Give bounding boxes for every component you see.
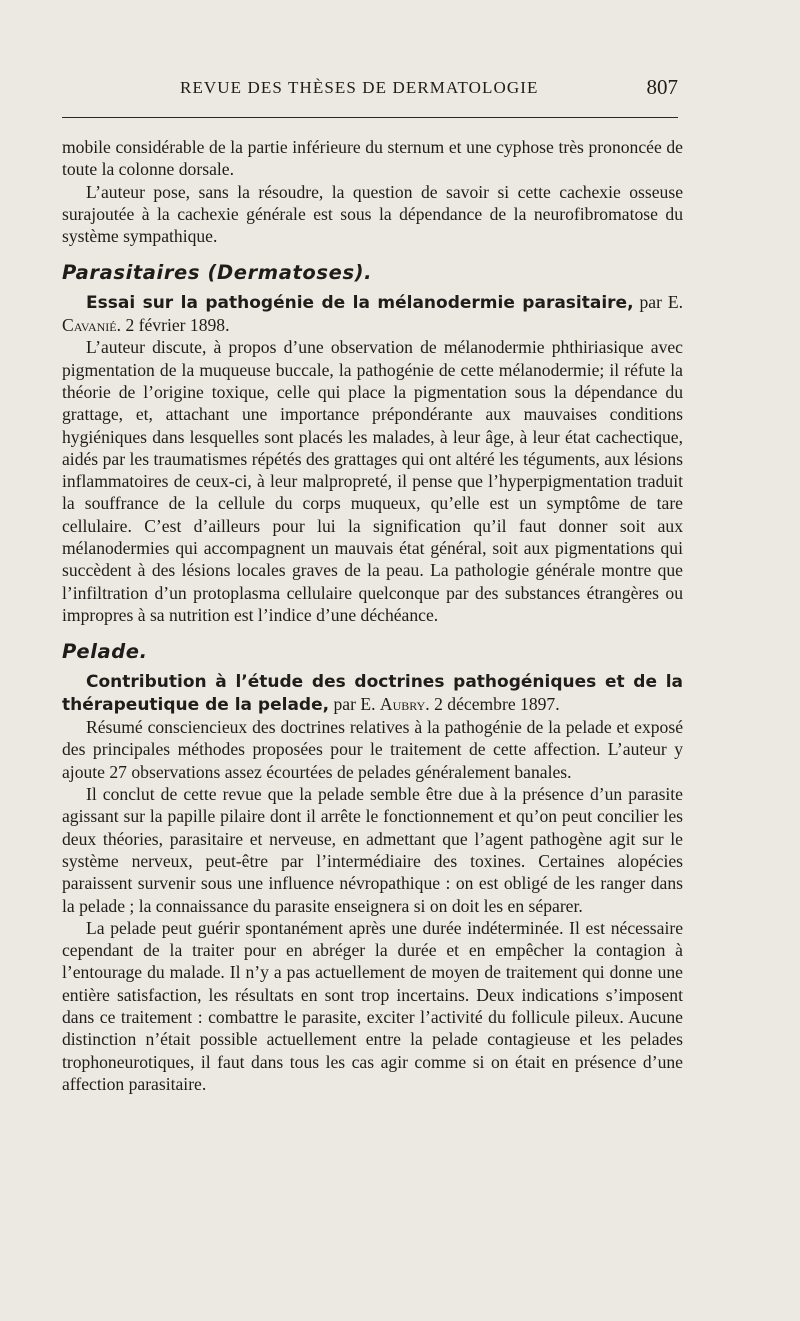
paragraph: La pelade peut guérir spontanément après une durée indéterminée. Il est nécessaire cependant de la traiter pour en abréger la durée et en empêcher la contagion à l’entourage du malade. Il n’y a pas actuellement de moyen de traitement qui donne une entière satisfaction, les résultats en sont trop incertains. Deux indications s’imposent dans ce traitement : combattre le parasite, exciter l’activité du follicule pileux. Aucune distinction n’était possible actuellement entre la pelade contagieuse et les pelades trophoneurotiques, il faut dans tous les cas agir comme si on était en présence d’une affection parasitaire.: [62, 917, 683, 1094]
paragraph: Résumé consciencieux des doctrines relatives à la pathogénie de la pelade et exposé des principales méthodes proposées pour le traitement de cette affection. L’auteur y ajoute 27 observations assez écourtées de pelades généralement banales.: [62, 717, 683, 782]
thesis-author: Cavanié: [62, 315, 117, 336]
page-number: 807: [646, 75, 678, 99]
thesis-by: par E.: [633, 291, 683, 312]
paragraph-continued: mobile considérable de la partie inférieure du sternum et une cyphose très prononcée de toute la colonne dorsale.: [62, 137, 683, 180]
section-heading-pelade: Pelade.: [62, 640, 148, 664]
thesis-date: . 2 février 1898.: [116, 315, 230, 336]
paragraph: Il conclut de cette revue que la pelade semble être due à la présence d’un parasite agissant sur la papille pilaire dont il arrête le fonctionnement et qu’on peut concilier les deux théories, parasitaire et nerveuse, en admettant que l’agent pathogène agit sur le système nerveux, peut-être par l’intermédiaire des toxines. Certaines alopécies paraissent survenir sous une influence névropathique : on est obligé de les ranger dans la pelade ; la connaissance du parasite enseignera si on doit les en séparer.: [62, 784, 683, 916]
header-rule: [62, 117, 678, 118]
thesis-entry-cavanie: [62, 291, 683, 337]
page-body: [62, 136, 683, 1095]
running-head: REVUE DES THÈSES DE DERMATOLOGIE: [180, 78, 539, 97]
thesis-title: Contribution à l’étude des doctrines pathogéniques et de la thérapeutique de la pelade,: [62, 671, 683, 715]
thesis-entry-aubry: [62, 670, 683, 717]
section-heading-parasitaires: Parasitaires (Dermatoses).: [62, 261, 373, 285]
thesis-author: Aubry: [379, 693, 426, 714]
page-header: [62, 76, 678, 106]
thesis-date: . 2 décembre 1897.: [425, 693, 560, 714]
paragraph: L’auteur discute, à propos d’une observation de mélanodermie phthiriasique avec pigmentation de la muqueuse buccale, la pathogénie de cette mélanodermie; il réfute la théorie de l’origine toxique, celle qui place la pigmentation sous la dépendance du grattage, et, attachant une importance prépondérante aux mauvaises conditions hygiéniques dans lesquelles sont placés les malades, à leur âge, à leur état cachectique, aidés par les traumatismes répétés des grattages qui ont altéré les téguments, aux lésions inflammatoires de ceux-ci, à leur malpropreté, il pense que l’hyperpigmentation traduit la souffrance de la cellule du corps muqueux, qu’elle est un symptôme de tare cellulaire. C’est d’ailleurs pour lui la signification qu’il faut donner soit aux mélanodermies qui accompagnent un mauvais état général, soit aux pigmentations qui succèdent à des lésions locales graves de la peau. La pathologie générale montre que l’infiltration d’un protoplasma cellulaire quelconque par des substances étrangères ou impropres à sa nutrition est l’indice d’une déchéance.: [62, 337, 683, 625]
thesis-by: par E.: [329, 693, 380, 714]
paragraph: L’auteur pose, sans la résoudre, la question de savoir si cette cachexie osseuse surajoutée à la cachexie générale est sous la dépendance de la neurofibromatose du système sympathique.: [62, 181, 683, 247]
thesis-title: Essai sur la pathogénie de la mélanodermie parasitaire,: [86, 292, 634, 313]
